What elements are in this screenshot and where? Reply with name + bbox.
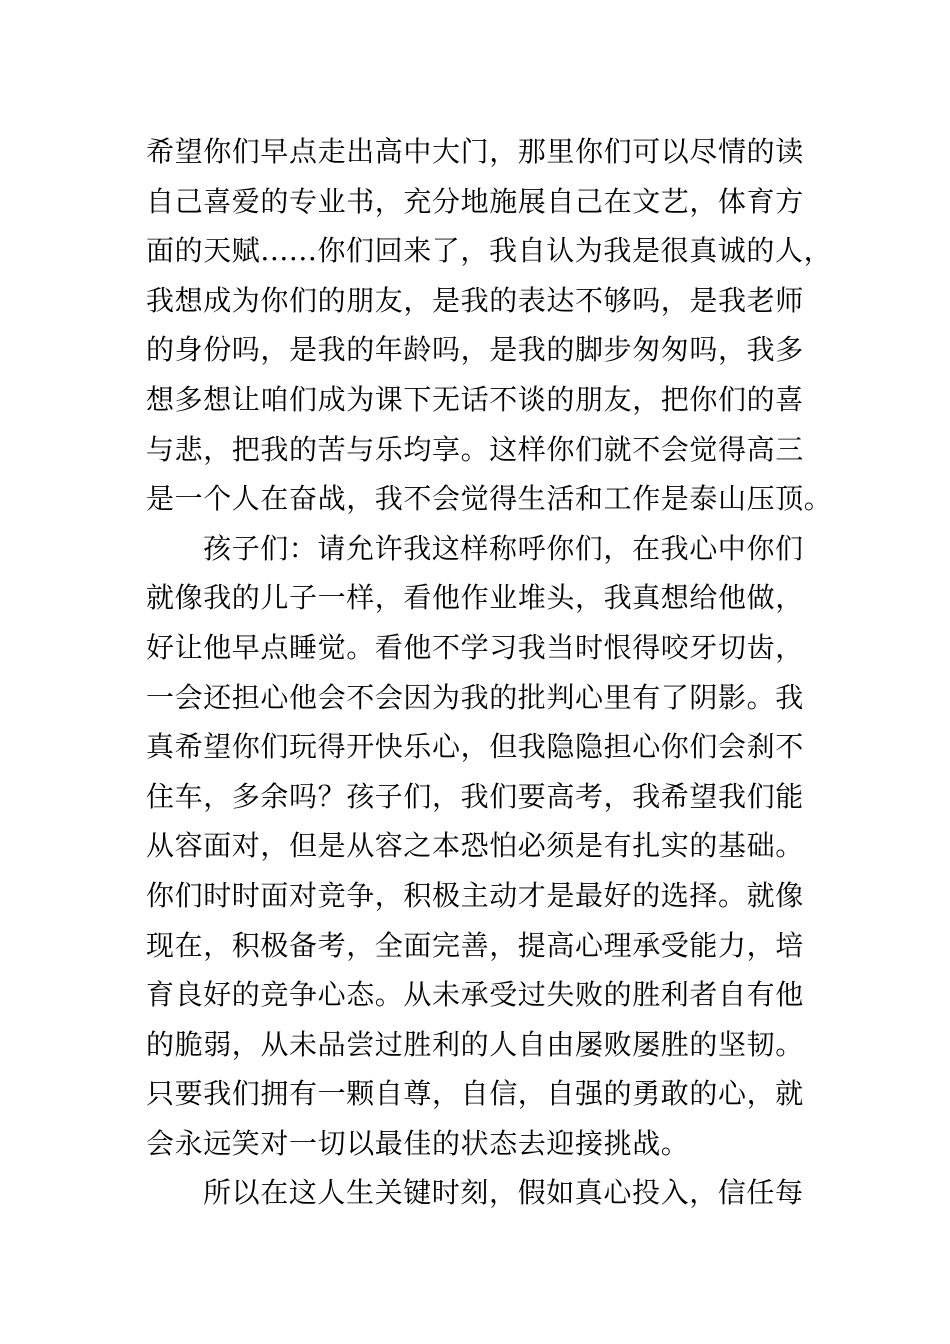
text-line: 从容面对，但是从容之本恐怕必须是有扎实的基础。 (146, 829, 804, 863)
text-line: 住车，多余吗？孩子们，我们要高考，我希望我们能 (146, 779, 804, 813)
text-line: 想多想让咱们成为课下无话不谈的朋友，把你们的喜 (146, 382, 804, 416)
text-line: 你们时时面对竞争，积极主动才是最好的选择。就像 (146, 878, 804, 912)
text-line: 我想成为你们的朋友，是我的表达不够吗，是我老师 (146, 283, 804, 317)
text-line: 是一个人在奋战，我不会觉得生活和工作是泰山压顶。 (146, 482, 833, 516)
paragraph-start-line: 所以在这人生关键时刻，假如真心投入，信任每 (203, 1176, 804, 1210)
text-line: 会永远笑对一切以最佳的状态去迎接挑战。 (146, 1126, 690, 1160)
text-line: 现在，积极备考，全面完善，提高心理承受能力，培 (146, 928, 804, 962)
text-line: 真希望你们玩得开快乐心，但我隐隐担心你们会刹不 (146, 730, 804, 764)
text-line: 面的天赋......你们回来了，我自认为我是很真诚的人， (146, 234, 833, 268)
text-line: 只要我们拥有一颗自尊，自信，自强的勇敢的心，就 (146, 1077, 804, 1111)
text-line: 希望你们早点走出高中大门，那里你们可以尽情的读 (146, 135, 804, 168)
paragraph-start-line: 孩子们：请允许我这样称呼你们，在我心中你们 (203, 531, 804, 565)
text-line: 自己喜爱的专业书，充分地施展自己在文艺，体育方 (146, 184, 804, 218)
text-line: 与悲，把我的苦与乐均享。这样你们就不会觉得高三 (146, 432, 804, 466)
text-line: 一会还担心他会不会因为我的批判心里有了阴影。我 (146, 680, 804, 714)
text-line: 好让他早点睡觉。看他不学习我当时恨得咬牙切齿， (146, 630, 804, 664)
text-line: 的脆弱，从未品尝过胜利的人自由屡败屡胜的坚韧。 (146, 1027, 804, 1061)
text-line: 的身份吗，是我的年龄吗，是我的脚步匆匆吗，我多 (146, 333, 804, 367)
text-line: 育良好的竞争心态。从未承受过失败的胜利者自有他 (146, 978, 804, 1012)
text-line: 就像我的儿子一样，看他作业堆头，我真想给他做， (146, 581, 804, 615)
body-text (146, 127, 833, 1218)
